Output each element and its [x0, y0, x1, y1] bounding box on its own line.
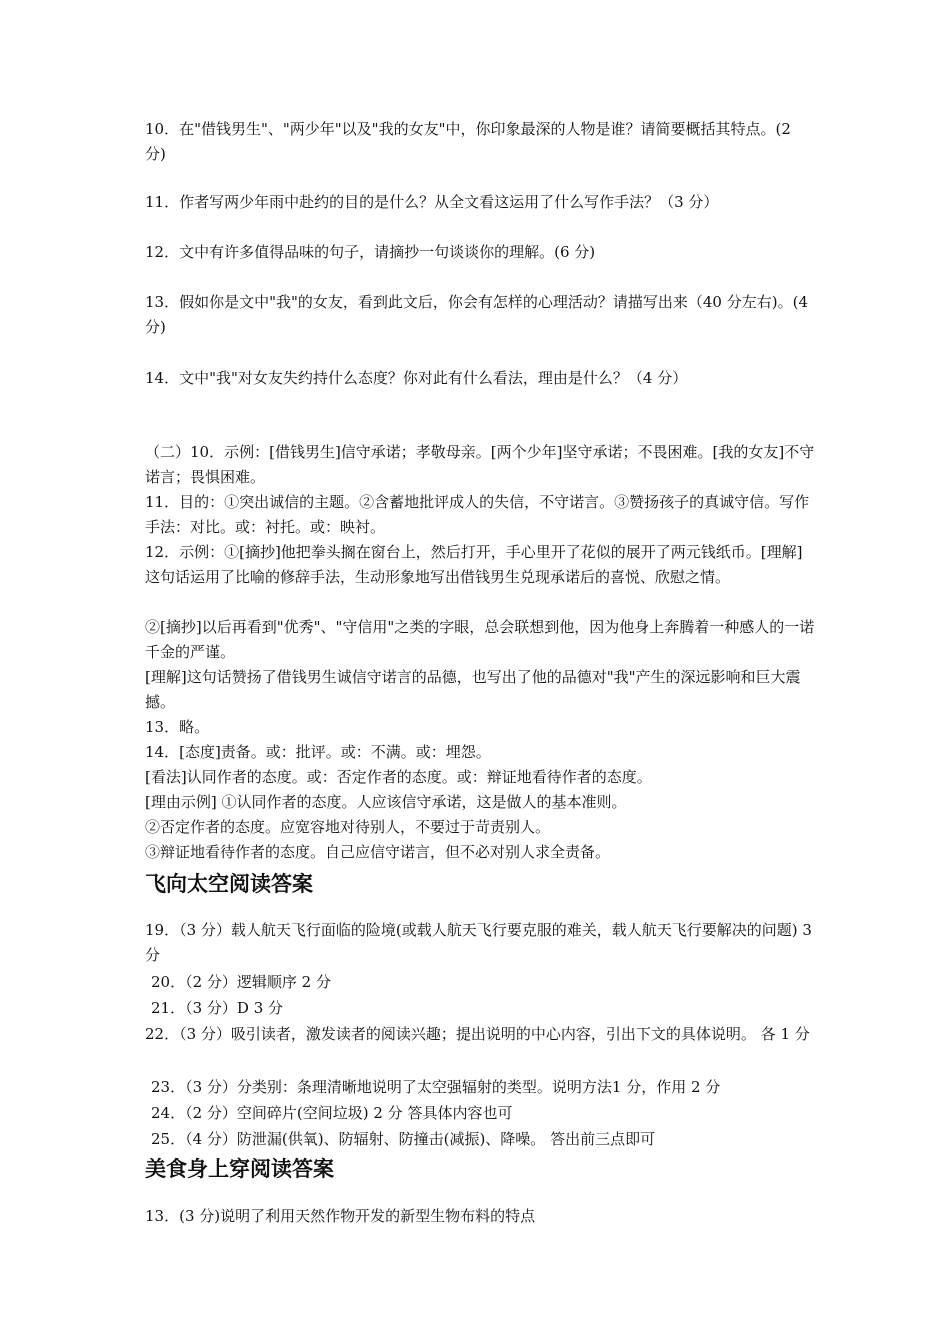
answer-14-attitude: 14．[态度]责备。或：批评。或：不满。或：埋怨。: [145, 743, 491, 761]
answer-12-part3: [理解]这句话赞扬了借钱男生诚信守诺言的品德，也写出了他的品德对"我"产生的深远影响和巨大震撼。: [145, 668, 801, 711]
answer-14-reason-3: ③辩证地看待作者的态度。自己应信守诺言，但不必对别人求全责备。: [145, 843, 611, 861]
section-heading-space: 飞向太空阅读答案: [145, 871, 313, 896]
section-heading-food: 美食身上穿阅读答案: [145, 1156, 334, 1181]
answer-12-part2: ②[摘抄]以后再看到"优秀"、"守信用"之类的字眼，总会联想到他，因为他身上奔腾着一种感人的一诺千金的严谨。: [145, 618, 815, 661]
question-14: 14．文中"我"对女友失约持什么态度？你对此有什么看法，理由是什么？（4 分）: [145, 369, 688, 387]
space-answer-19: 19．（3 分）载人航天飞行面临的险境(或载人航天飞行要克服的难关，载人航天飞行要解决的问题) 3 分: [145, 921, 812, 964]
answer-13: 13．略。: [145, 718, 210, 736]
answer-14-reason-1: [理由示例] ①认同作者的态度。人应该信守承诺，这是做人的基本准则。: [145, 793, 627, 811]
space-answer-23: 23．（3 分）分类别：条理清晰地说明了太空强辐射的类型。说明方法1 分，作用 2 分: [151, 1078, 721, 1096]
question-11: 11．作者写两少年雨中赴约的目的是什么？从全文看这运用了什么写作手法？（3 分）: [145, 193, 719, 211]
answer-10: （二）10．示例：[借钱男生]信守承诺；孝敬母亲。[两个少年]坚守承诺；不畏困难。[我的女友]不守诺言；畏惧困难。: [145, 443, 815, 486]
answer-14-reason-2: ②否定作者的态度。应宽容地对待别人，不要过于苛责别人。: [145, 818, 551, 836]
answer-14-view: [看法]认同作者的态度。或：否定作者的态度。或：辩证地看待作者的态度。: [145, 768, 652, 786]
question-13: 13．假如你是文中"我"的女友，看到此文后，你会有怎样的心理活动？请描写出来（40 分左右)。(4 分): [145, 293, 808, 336]
food-answer-13: 13．(3 分)说明了利用天然作物开发的新型生物布料的特点: [145, 1207, 536, 1225]
space-answer-24: 24．（2 分）空间碎片(空间垃圾) 2 分 答具体内容也可: [151, 1104, 513, 1122]
space-answer-25: 25．（4 分）防泄漏(供氧)、防辐射、防撞击(减振)、降噪。 答出前三点即可: [151, 1130, 656, 1148]
question-10: 10．在"借钱男生"、"两少年"以及"我的女友"中，你印象最深的人物是谁？请简要概括其特点。(2 分): [145, 120, 791, 163]
answer-11: 11．目的：①突出诚信的主题。②含蓄地批评成人的失信，不守诺言。③赞扬孩子的真诚守信。写作手法：对比。或：衬托。或：映衬。: [145, 493, 810, 536]
answer-12-part1: 12．示例：①[摘抄]他把拳头搁在窗台上，然后打开，手心里开了花似的展开了两元钱纸币。[理解]这句话运用了比喻的修辞手法，生动形象地写出借钱男生兑现承诺后的喜悦、欣慰之情。: [145, 543, 803, 586]
space-answer-20: 20．（2 分）逻辑顺序 2 分: [151, 973, 331, 991]
space-answer-22: 22．（3 分）吸引读者，激发读者的阅读兴趣；提出说明的中心内容，引出下文的具体说明。 各 1 分: [145, 1025, 810, 1043]
question-12: 12．文中有许多值得品味的句子，请摘抄一句谈谈你的理解。(6 分): [145, 243, 596, 261]
space-answer-21: 21．（3 分）D 3 分: [151, 999, 284, 1017]
